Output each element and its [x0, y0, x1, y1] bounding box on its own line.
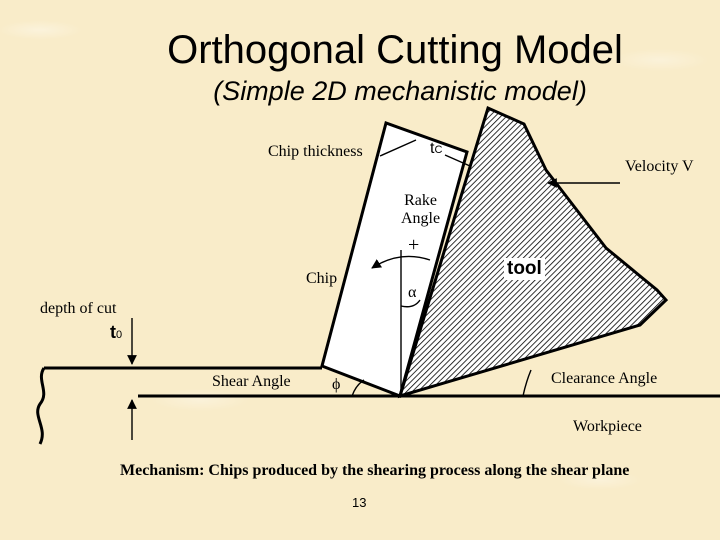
- rake-angle-label: Rake Angle: [401, 192, 441, 227]
- chip-thickness-label: Chip thickness: [268, 143, 363, 160]
- workpiece-label: Workpiece: [573, 418, 642, 435]
- t0-label: t0: [110, 322, 123, 342]
- alpha-symbol: α: [408, 284, 417, 301]
- tc-label: tC: [430, 140, 443, 157]
- phi-symbol: ϕ: [332, 376, 341, 393]
- depth-of-cut-label: depth of cut: [40, 300, 117, 317]
- shear-angle-label: Shear Angle: [212, 373, 291, 390]
- positive-sign: +: [408, 234, 420, 256]
- chip-label: Chip: [306, 270, 338, 287]
- clearance-angle-label: Clearance Angle: [551, 370, 658, 387]
- slide-subtitle: (Simple 2D mechanistic model): [213, 76, 587, 106]
- clearance-angle-arc: [523, 370, 531, 396]
- slide-title: Orthogonal Cutting Model: [167, 28, 623, 72]
- page-number: 13: [352, 495, 367, 510]
- tool-label: tool: [504, 258, 545, 280]
- workpiece-break-edge: [38, 368, 44, 444]
- velocity-label: Velocity V: [625, 158, 694, 175]
- mechanism-caption: Mechanism: Chips produced by the shearing process along the shear plane: [120, 462, 630, 479]
